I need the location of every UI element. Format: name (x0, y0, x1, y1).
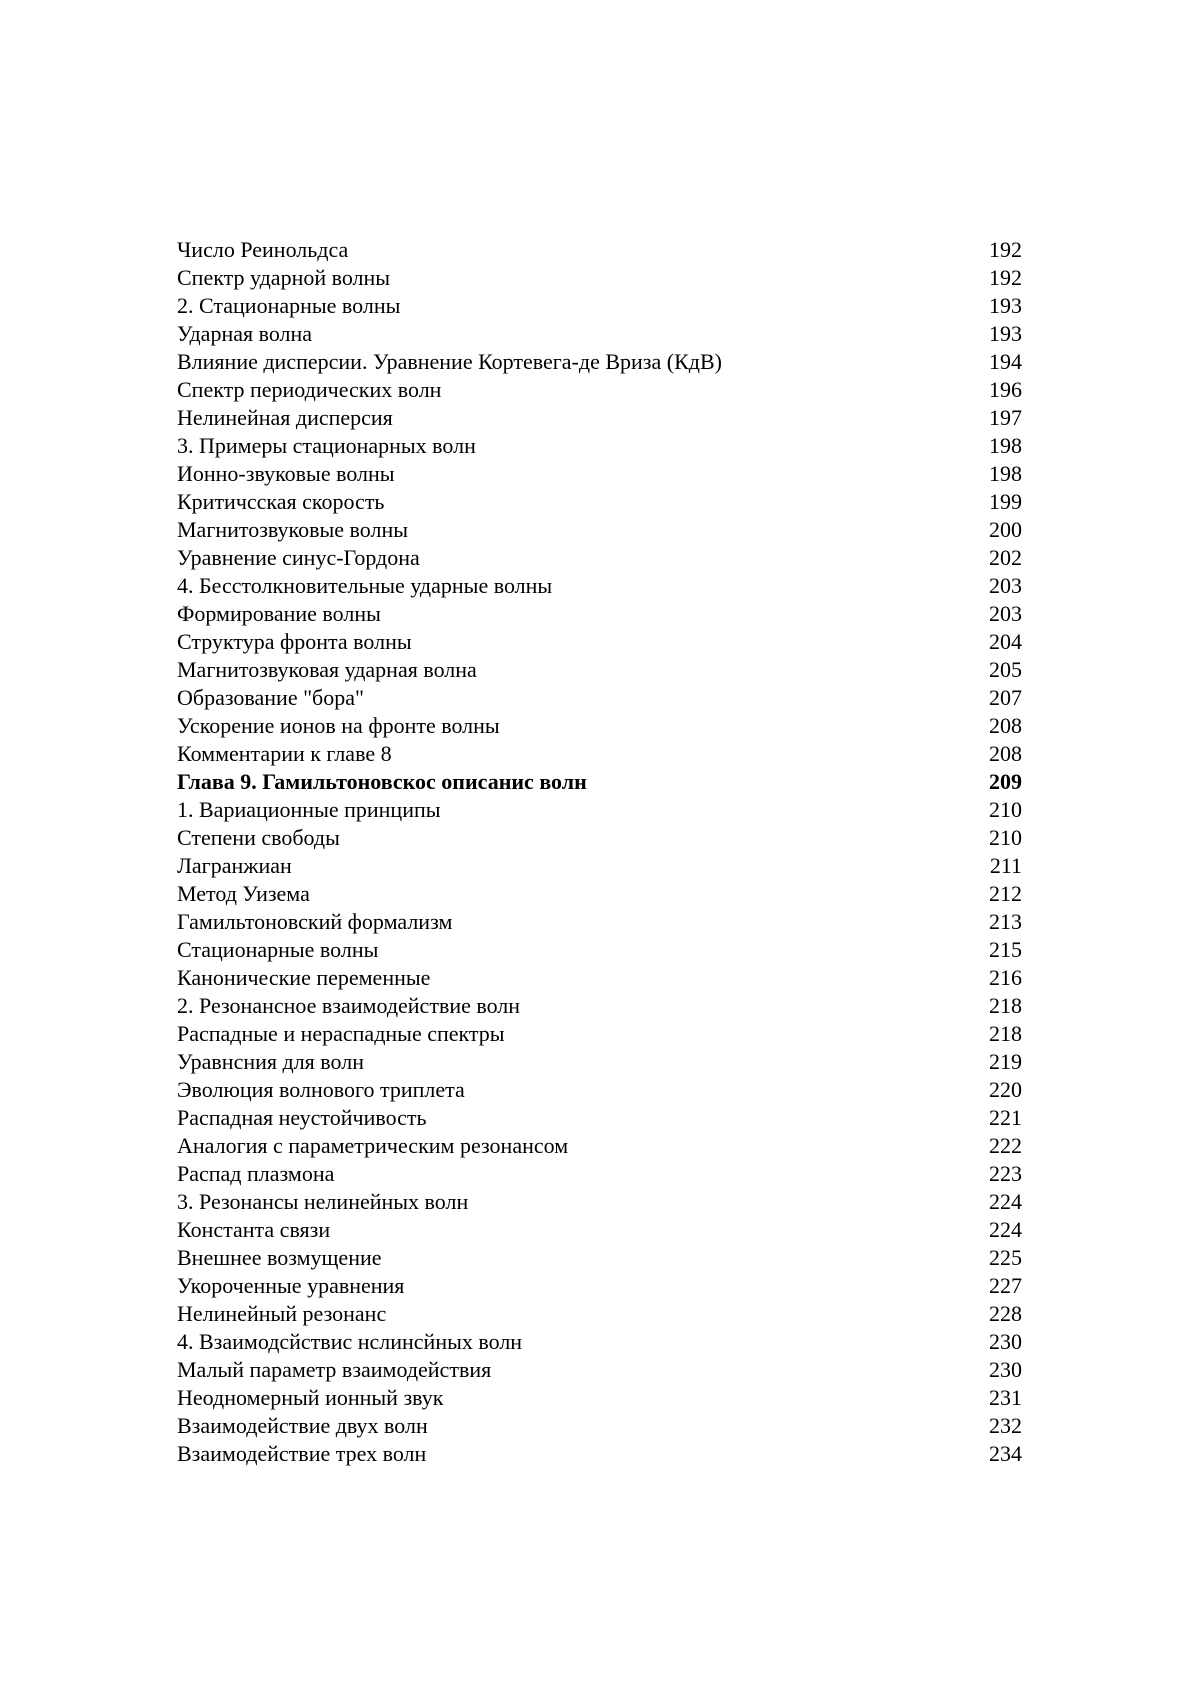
toc-entry-page-number: 220 (989, 1077, 1022, 1102)
toc-entry (177, 936, 1022, 964)
toc-entry-title: 4. Взаимодсйствис нслинсйных волн (177, 1329, 523, 1354)
toc-chapter-heading (177, 768, 1022, 796)
toc-entry-title: Распадные и нераспадные спектры (177, 1021, 505, 1046)
toc-entry-page-number: 224 (989, 1217, 1022, 1242)
toc-entry (177, 964, 1022, 992)
toc-entry-page-number: 203 (989, 601, 1022, 626)
toc-entry-title: Число Реинольдса (177, 237, 349, 262)
toc-entry (177, 852, 1022, 880)
toc-entry (177, 572, 1022, 600)
toc-entry (177, 1076, 1022, 1104)
toc-entry-title: 1. Вариационные принципы (177, 797, 441, 822)
toc-entry-title: Образование "бора" (177, 685, 364, 710)
toc-entry-page-number: 194 (989, 349, 1022, 374)
toc-entry (177, 1356, 1022, 1384)
toc-entry-title: Распадная неустойчивость (177, 1105, 427, 1130)
toc-entry (177, 488, 1022, 516)
toc-entry (177, 712, 1022, 740)
toc-entry (177, 1440, 1022, 1468)
toc-entry-page-number: 213 (989, 909, 1022, 934)
toc-entry-title: Уравнение синус-Гордона (177, 545, 420, 570)
toc-entry (177, 656, 1022, 684)
toc-entry-page-number: 196 (989, 377, 1022, 402)
toc-entry-title: Структура фронта волны (177, 629, 412, 654)
toc-entry-title: Влияние дисперсии. Уравнение Кортевега-де Вриза (КдВ) (177, 349, 722, 374)
toc-entry-title: 3. Примеры стационарных волн (177, 433, 476, 458)
toc-entry-page-number: 197 (989, 405, 1022, 430)
toc-entry-title: Взаимодействие двух волн (177, 1413, 428, 1438)
toc-entry-page-number: 200 (989, 517, 1022, 542)
toc-entry-page-number: 230 (989, 1357, 1022, 1382)
toc-entry (177, 376, 1022, 404)
toc-entry-title: Эволюция волнового триплета (177, 1077, 465, 1102)
toc-entry-title: Магнитозвуковая ударная волна (177, 657, 477, 682)
toc-entry (177, 1412, 1022, 1440)
toc-entry-title: Стационарные волны (177, 937, 379, 962)
toc-entry-title: Аналогия с параметрическим резонансом (177, 1133, 569, 1158)
toc-entry-page-number: 221 (989, 1105, 1022, 1130)
toc-entry (177, 824, 1022, 852)
toc-entry (177, 1328, 1022, 1356)
toc-entry-page-number: 205 (989, 657, 1022, 682)
toc-entry (177, 1272, 1022, 1300)
toc-entry (177, 796, 1022, 824)
toc-entry-title: Распад плазмона (177, 1161, 335, 1186)
toc-entry-page-number: 198 (989, 433, 1022, 458)
toc-entry-page-number: 224 (989, 1189, 1022, 1214)
toc-entry (177, 880, 1022, 908)
toc-entry (177, 404, 1022, 432)
toc-entry-page-number: 216 (989, 965, 1022, 990)
toc-entry-title: Уравнсния для волн (177, 1049, 364, 1074)
toc-entry (177, 1300, 1022, 1328)
toc-entry-page-number: 207 (989, 685, 1022, 710)
toc-entry (177, 1020, 1022, 1048)
toc-entry-page-number: 219 (989, 1049, 1022, 1074)
table-of-contents (177, 236, 1022, 1468)
toc-entry-title: Гамильтоновский формализм (177, 909, 453, 934)
toc-entry (177, 1104, 1022, 1132)
toc-entry (177, 1132, 1022, 1160)
toc-entry-title: Нелинейный резонанс (177, 1301, 387, 1326)
toc-entry-page-number: 225 (989, 1245, 1022, 1270)
toc-entry-title: Спектр периодических волн (177, 377, 442, 402)
toc-entry-page-number: 192 (989, 265, 1022, 290)
toc-entry (177, 236, 1022, 264)
toc-entry-title: Ударная волна (177, 321, 313, 346)
toc-entry-title: Константа связи (177, 1217, 331, 1242)
toc-entry-title: Внешнее возмущение (177, 1245, 382, 1270)
toc-entry (177, 992, 1022, 1020)
toc-entry-page-number: 203 (989, 573, 1022, 598)
toc-entry-title: Глава 9. Гамильтоновскос описанис волн (177, 769, 587, 794)
toc-entry-title: 4. Бесстолкновительные ударные волны (177, 573, 553, 598)
toc-entry (177, 348, 1022, 376)
toc-entry-title: Ионно-звуковые волны (177, 461, 395, 486)
toc-entry (177, 628, 1022, 656)
toc-entry-page-number: 228 (989, 1301, 1022, 1326)
toc-entry (177, 1048, 1022, 1076)
toc-entry-title: Взаимодействие трех волн (177, 1441, 427, 1466)
toc-entry-page-number: 193 (989, 321, 1022, 346)
toc-entry (177, 432, 1022, 460)
toc-entry-title: Неодномерный ионный звук (177, 1385, 444, 1410)
toc-entry-page-number: 231 (989, 1385, 1022, 1410)
toc-entry-title: Критичсская скорость (177, 489, 385, 514)
toc-entry-page-number: 210 (989, 797, 1022, 822)
toc-entry-page-number: 208 (989, 741, 1022, 766)
toc-entry-page-number: 212 (989, 881, 1022, 906)
toc-entry-page-number: 227 (989, 1273, 1022, 1298)
toc-entry-title: Канонические переменные (177, 965, 431, 990)
toc-entry-title: Магнитозвуковые волны (177, 517, 409, 542)
toc-entry (177, 292, 1022, 320)
toc-entry (177, 460, 1022, 488)
toc-entry (177, 320, 1022, 348)
toc-entry-title: Метод Уизема (177, 881, 310, 906)
toc-entry-page-number: 210 (989, 825, 1022, 850)
toc-entry-page-number: 202 (989, 545, 1022, 570)
toc-entry-page-number: 208 (989, 713, 1022, 738)
toc-entry-title: Комментарии к главе 8 (177, 741, 392, 766)
toc-entry (177, 1188, 1022, 1216)
toc-entry-page-number: 223 (989, 1161, 1022, 1186)
toc-entry-title: Укороченные уравнения (177, 1273, 405, 1298)
toc-entry (177, 1244, 1022, 1272)
toc-entry (177, 516, 1022, 544)
toc-entry (177, 264, 1022, 292)
toc-entry-page-number: 222 (989, 1133, 1022, 1158)
toc-entry (177, 1384, 1022, 1412)
toc-entry-page-number: 211 (989, 853, 1022, 878)
toc-entry (177, 600, 1022, 628)
toc-entry-page-number: 230 (989, 1329, 1022, 1354)
toc-entry-page-number: 204 (989, 629, 1022, 654)
toc-entry-page-number: 234 (989, 1441, 1022, 1466)
toc-entry-page-number: 209 (989, 769, 1022, 794)
toc-entry-title: 2. Резонансное взаимодействие волн (177, 993, 521, 1018)
toc-entry-title: Нелинейная дисперсия (177, 405, 393, 430)
toc-entry (177, 1160, 1022, 1188)
toc-entry-page-number: 218 (989, 1021, 1022, 1046)
toc-entry (177, 544, 1022, 572)
toc-entry-title: Формирование волны (177, 601, 381, 626)
toc-entry (177, 740, 1022, 768)
toc-entry-title: Малый параметр взаимодействия (177, 1357, 492, 1382)
toc-entry-title: Ускорение ионов на фронте волны (177, 713, 500, 738)
toc-entry (177, 1216, 1022, 1244)
toc-entry-page-number: 199 (989, 489, 1022, 514)
toc-entry (177, 684, 1022, 712)
toc-entry-page-number: 215 (989, 937, 1022, 962)
toc-entry-page-number: 192 (989, 237, 1022, 262)
toc-entry-title: Спектр ударной волны (177, 265, 391, 290)
toc-entry-title: 3. Резонансы нелинейных волн (177, 1189, 469, 1214)
toc-entry (177, 908, 1022, 936)
toc-entry-page-number: 232 (989, 1413, 1022, 1438)
toc-entry-title: Степени свободы (177, 825, 340, 850)
toc-entry-page-number: 193 (989, 293, 1022, 318)
toc-entry-page-number: 198 (989, 461, 1022, 486)
toc-entry-page-number: 218 (989, 993, 1022, 1018)
toc-entry-title: 2. Стационарные волны (177, 293, 401, 318)
toc-entry-title: Лагранжиан (177, 853, 292, 878)
